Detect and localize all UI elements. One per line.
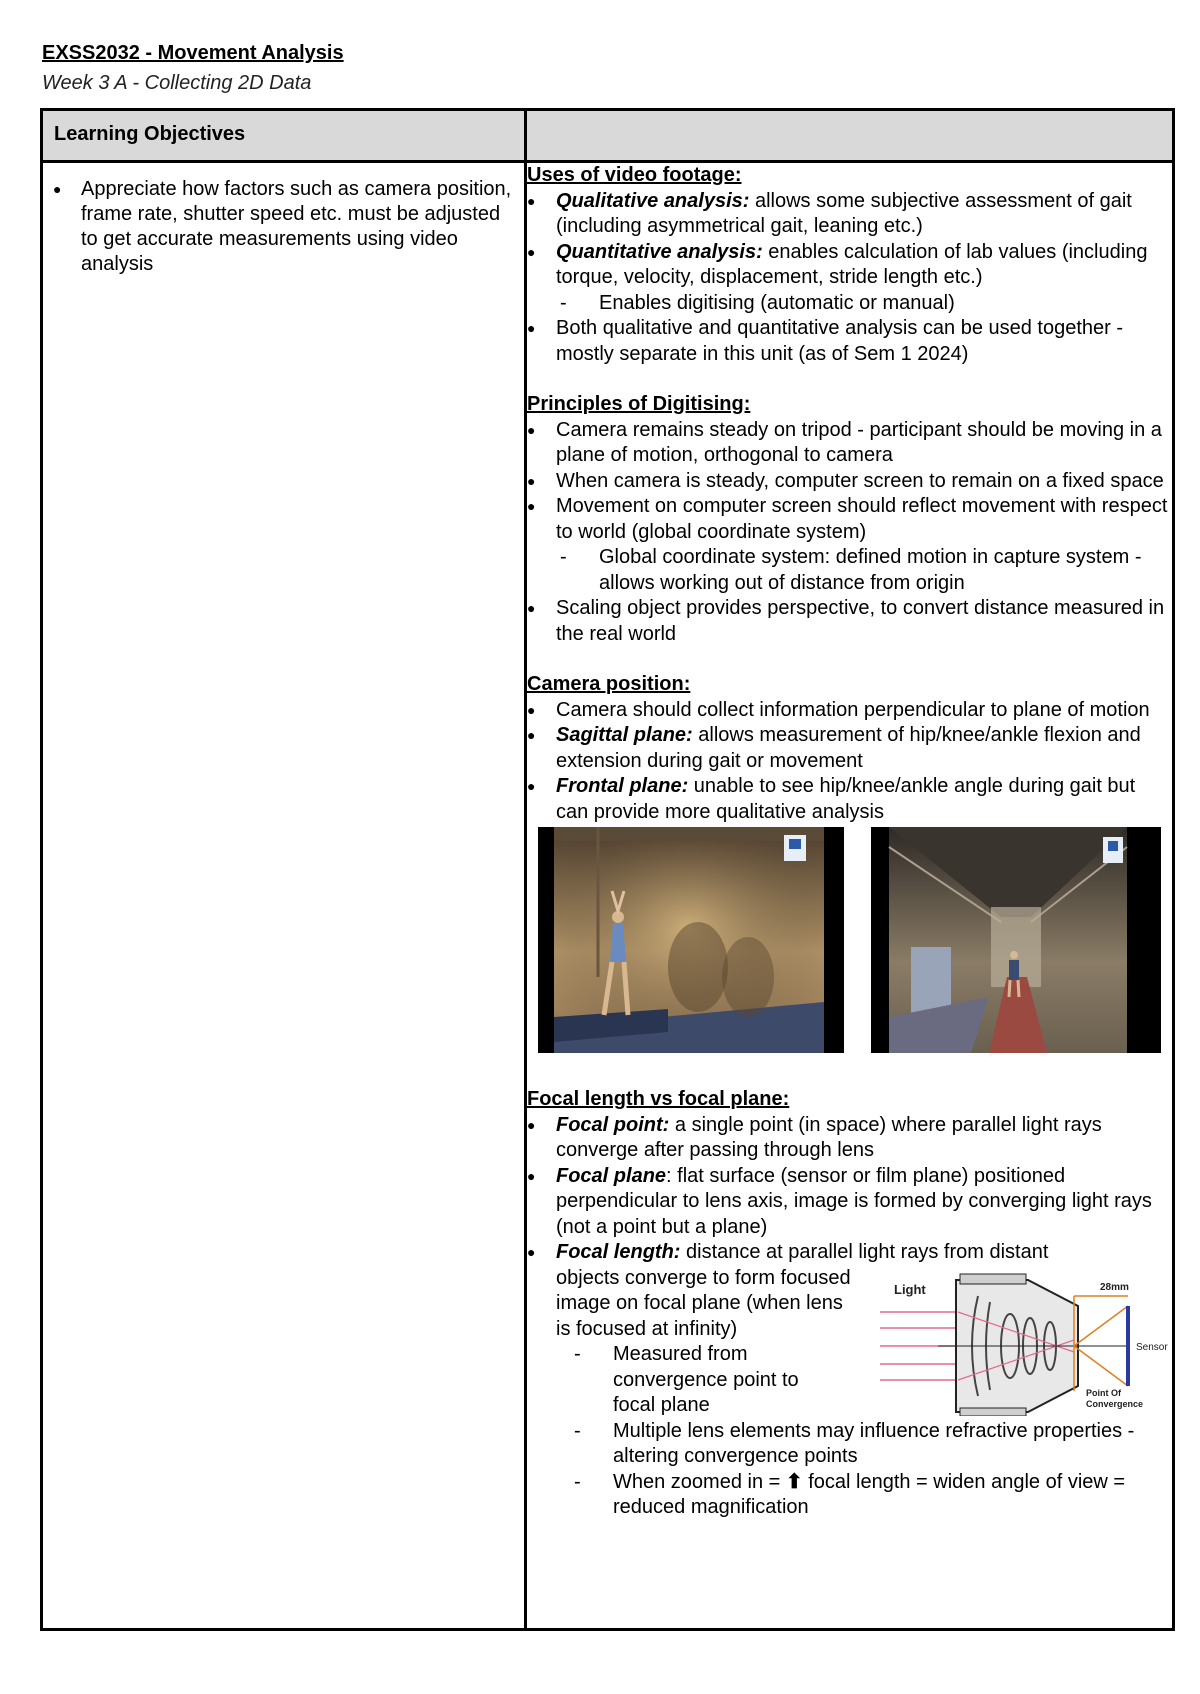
list-item: [527, 774, 1172, 825]
bullet-icon: ●: [527, 1244, 536, 1260]
point-of-label: Point Of: [1086, 1387, 1121, 1398]
bullet-icon: ●: [527, 1167, 536, 1184]
bullet-icon: ●: [527, 778, 536, 794]
item-text: allows some subjective assessment of gait (including asymmetrical gait, leaning etc.): [556, 189, 1132, 237]
term-label: Focal length:: [556, 1241, 681, 1263]
term-label: Focal plane: [556, 1164, 667, 1187]
dash-icon: -: [574, 1470, 581, 1493]
section-digitising: [527, 392, 1172, 647]
sagittal-view-photo: [538, 827, 844, 1053]
up-arrow-icon: ⬆: [785, 1470, 803, 1493]
digitising-title: Principles of Digitising:: [527, 393, 751, 415]
learning-objectives-heading: Learning Objectives: [54, 123, 246, 145]
term-label: Focal point:: [556, 1113, 670, 1136]
item-text: Multiple lens elements may influence refractive properties - altering convergence points: [613, 1419, 1135, 1467]
objectives-cell: [42, 162, 526, 1630]
item-text: Global coordinate system: defined motion in capture system - allows working out of distance from origin: [599, 546, 1142, 594]
item-text: Camera remains steady on tripod - participant should be moving in a plane of motion, orthogonal to camera: [556, 418, 1162, 466]
dash-icon: -: [560, 546, 567, 568]
sub-list-item: [527, 1342, 838, 1419]
list-item: [527, 494, 1172, 545]
bullet-icon: ●: [527, 243, 536, 260]
section-focal: [527, 1087, 1172, 1521]
item-text: Scaling object provides perspective, to convert distance measured in the real world: [556, 597, 1165, 645]
list-item: [527, 418, 1172, 469]
item-text: a single point (in space) where parallel light rays converge after passing through lens: [556, 1113, 1102, 1161]
item-text: Movement on computer screen should reflect movement with respect to world (global coordinate system): [556, 495, 1168, 543]
sagittal-photo-image: [538, 827, 844, 1053]
item-text: focal length = widen angle of view = reduced magnification: [613, 1470, 1126, 1518]
list-item: [527, 1240, 1172, 1266]
dash-icon: -: [560, 291, 567, 314]
term-label: Frontal plane:: [556, 775, 689, 797]
camera-title: Camera position:: [527, 673, 691, 695]
item-text: Both qualitative and quantitative analysis can be used together - mostly separate in this unit (as of Sem 1 2024): [556, 317, 1124, 365]
item-text: enables calculation of lab values (including torque, velocity, displacement, stride length etc.): [556, 240, 1148, 288]
bullet-icon: ●: [53, 181, 62, 197]
dash-icon: -: [574, 1343, 581, 1365]
bullet-icon: ●: [527, 320, 536, 336]
list-item: [527, 1113, 1172, 1164]
term-label: Sagittal plane:: [556, 724, 693, 746]
convergence-label: Convergence: [1086, 1398, 1144, 1409]
lens-diagram-image: [878, 1266, 1168, 1416]
focal-length-block: [527, 1266, 1172, 1419]
document-title: EXSS2032 - Movement Analysis: [42, 42, 344, 64]
item-text: Measured from convergence point to focal plane: [613, 1343, 799, 1416]
bullet-icon: ●: [527, 701, 536, 718]
list-item: [527, 1164, 1172, 1241]
item-text: Camera should collect information perpendicular to plane of motion: [556, 698, 1150, 721]
bullet-icon: ●: [527, 1116, 536, 1133]
uses-title: Uses of video footage:: [527, 164, 742, 186]
sensor-label: Sensor: [1136, 1341, 1168, 1353]
gymnast-photos: [527, 827, 1172, 1059]
list-item: [527, 723, 1172, 774]
notes-table: [40, 108, 1175, 1631]
bullet-icon: ●: [527, 421, 536, 438]
sub-list-item: [527, 291, 1172, 317]
mm-label: 28mm: [1100, 1281, 1129, 1293]
sub-list-item: [527, 1470, 1172, 1521]
bullet-icon: ●: [527, 472, 536, 489]
list-item: [527, 189, 1172, 240]
sub-list-item: [527, 1419, 1172, 1470]
list-item: [527, 240, 1172, 291]
bullet-icon: ●: [527, 192, 536, 209]
objectives-list: [43, 177, 524, 277]
lens-diagram: [878, 1266, 1168, 1416]
bullet-icon: ●: [527, 498, 536, 514]
table-header-row: [42, 110, 1174, 162]
light-label: Light: [894, 1281, 926, 1297]
focal-title: Focal length vs focal plane:: [527, 1088, 790, 1110]
dash-icon: -: [574, 1419, 581, 1442]
objective-text: Appreciate how factors such as camera position, frame rate, shutter speed etc. must be adjusted to get accurate measurements using video analysis: [81, 178, 512, 275]
notes-cell: [526, 162, 1174, 1630]
header-cell-right: [526, 110, 1174, 162]
sub-list-item: [527, 545, 1172, 596]
section-camera: [527, 672, 1172, 825]
term-label: Qualitative analysis:: [556, 189, 750, 212]
item-text: When zoomed in =: [613, 1470, 786, 1493]
table-body-row: [42, 162, 1174, 1630]
term-label: Quantitative analysis:: [556, 240, 763, 263]
bullet-icon: ●: [527, 727, 536, 743]
frontal-view-photo: [871, 827, 1161, 1053]
list-item: [527, 469, 1172, 495]
item-text: unable to see hip/knee/ankle angle during gait but can provide more qualitative analysis: [556, 775, 1136, 823]
header-cell-left: [42, 110, 526, 162]
item-text: When camera is steady, computer screen to remain on a fixed space: [556, 469, 1164, 492]
objective-item: [43, 177, 518, 277]
item-text: distance at parallel light rays from distant: [680, 1241, 1049, 1263]
list-item: [527, 596, 1172, 647]
list-item: [527, 316, 1172, 367]
item-text: : flat surface (sensor or film plane) positioned perpendicular to lens axis, image is formed by converging light rays (not a point but a plane): [556, 1164, 1152, 1238]
item-text: Enables digitising (automatic or manual): [599, 291, 955, 314]
section-uses: [527, 163, 1172, 367]
bullet-icon: ●: [527, 600, 536, 616]
item-text: allows measurement of hip/knee/ankle flexion and extension during gait or movement: [556, 724, 1141, 772]
document-subtitle: Week 3 A - Collecting 2D Data: [42, 72, 312, 94]
list-item: [527, 698, 1172, 724]
frontal-photo-image: [871, 827, 1161, 1053]
focal-length-continued: objects converge to form focused image on focal plane (when lens is focused at infinity): [556, 1266, 851, 1340]
